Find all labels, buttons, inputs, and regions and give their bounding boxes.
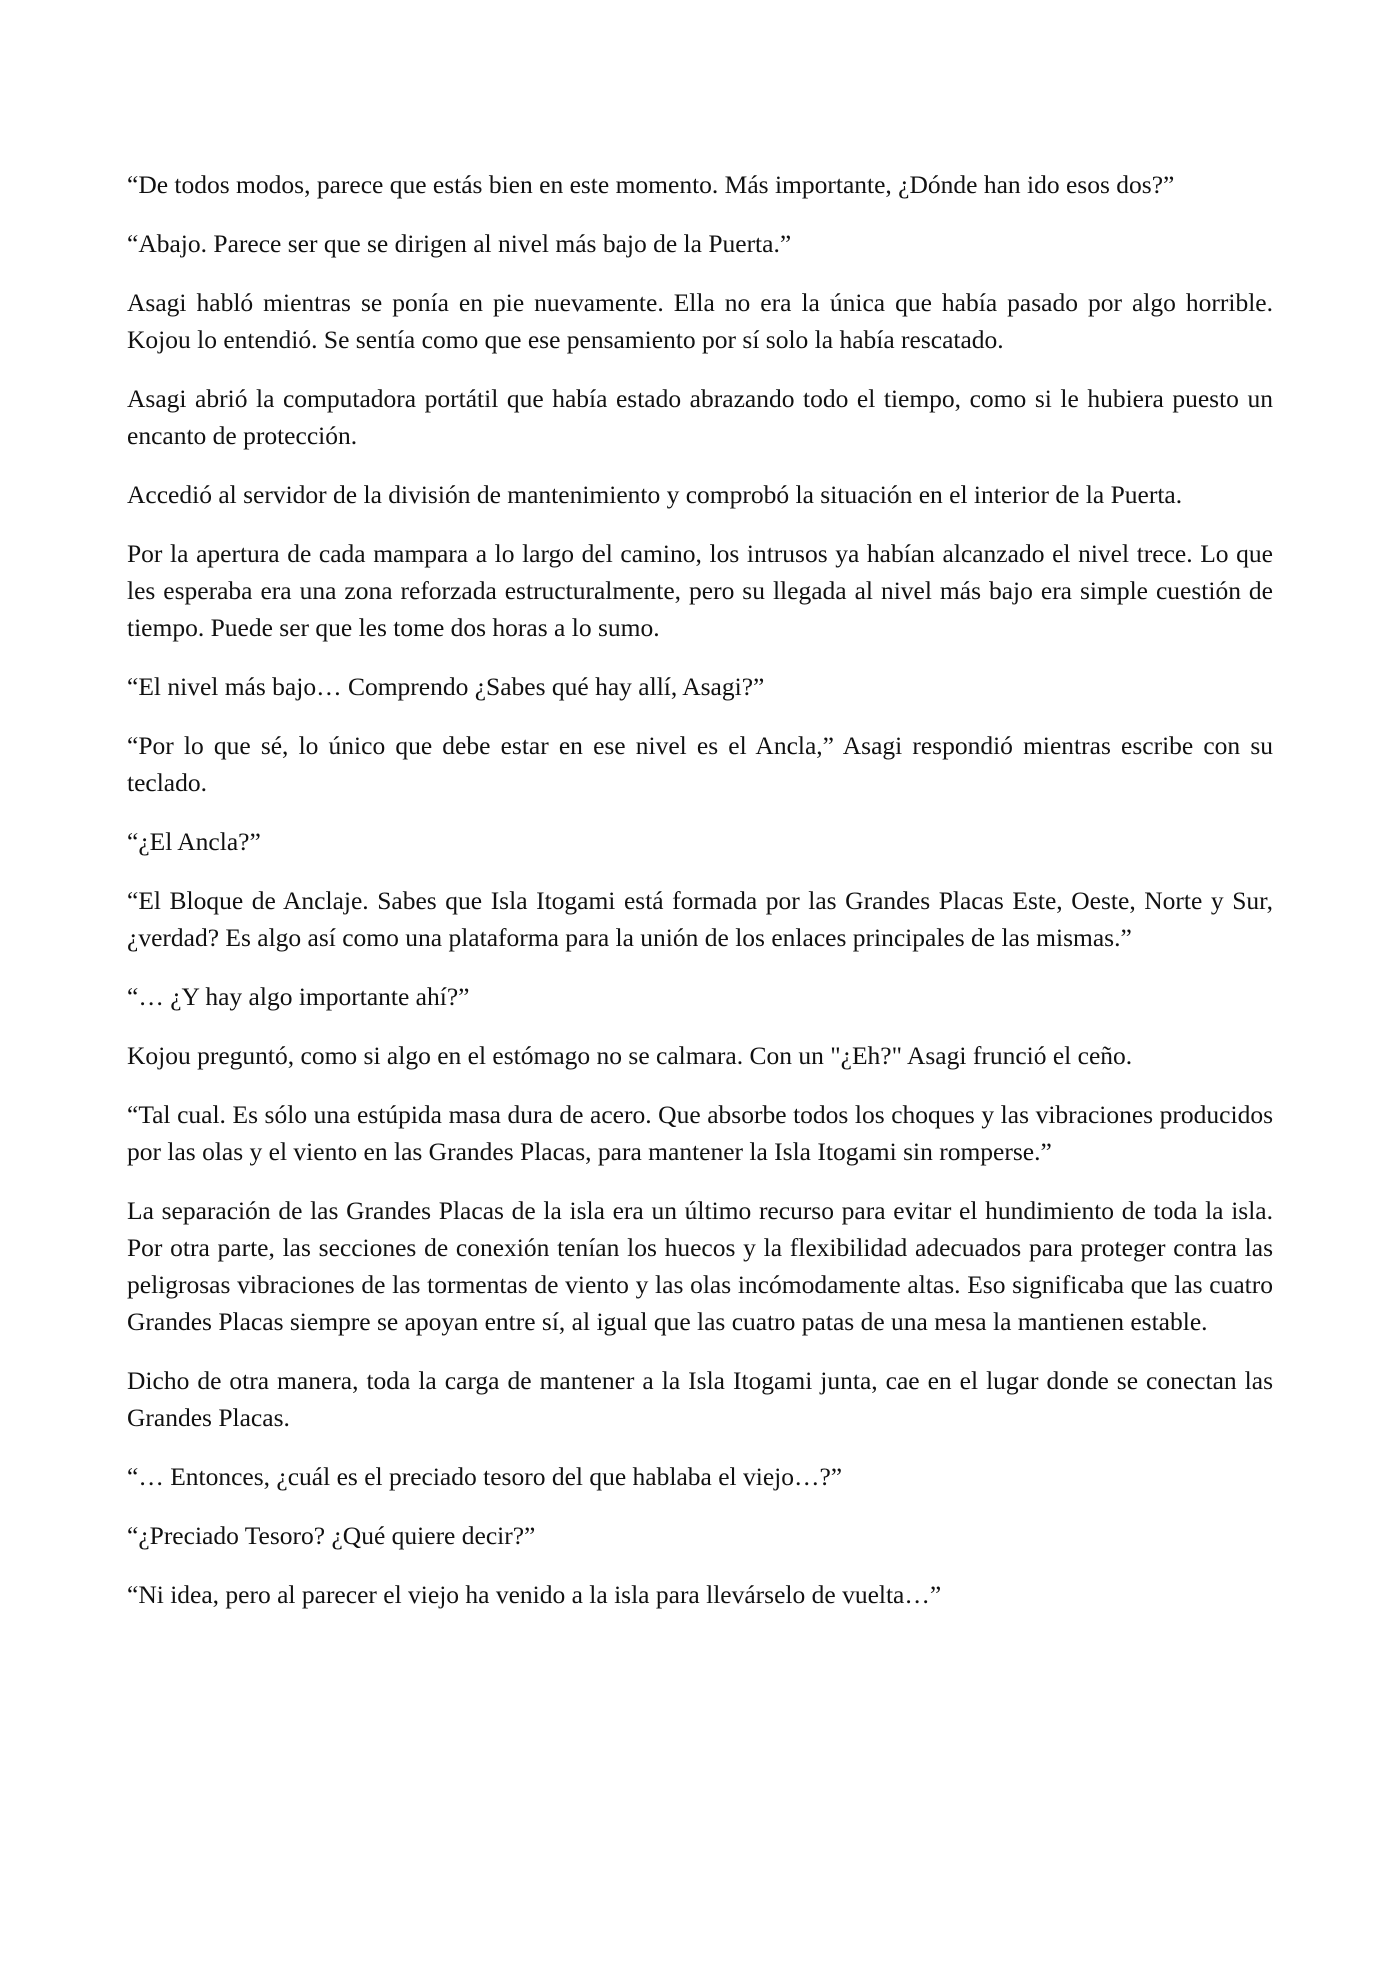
paragraph: “Tal cual. Es sólo una estúpida masa dura de acero. Que absorbe todos los choques y las vibraciones producidos por las olas y el viento en las Grandes Placas, para mantener la Isla Itogami sin romperse.”: [127, 1100, 1273, 1166]
paragraph: La separación de las Grandes Placas de la isla era un último recurso para evitar el hundimiento de toda la isla. Por otra parte, las secciones de conexión tenían los huecos y la flexibilidad adecuados para proteger contra las peligrosas vibraciones de las tormentas de viento y las olas incómodamente altas. Eso significaba que las cuatro Grandes Placas siempre se apoyan entre sí, al igual que las cuatro patas de una mesa la mantienen estable.: [127, 1196, 1273, 1336]
paragraph: Accedió al servidor de la división de mantenimiento y comprobó la situación en el interior de la Puerta.: [127, 480, 1183, 509]
paragraph: Kojou preguntó, como si algo en el estómago no se calmara. Con un "¿Eh?" Asagi frunció el ceño.: [127, 1041, 1133, 1070]
paragraph: “Abajo. Parece ser que se dirigen al nivel más bajo de la Puerta.”: [127, 229, 792, 258]
paragraph: Por la apertura de cada mampara a lo largo del camino, los intrusos ya habían alcanzado el nivel trece. Lo que les esperaba era una zona reforzada estructuralmente, pero su llegada al nivel más bajo era simple cuestión de tiempo. Puede ser que les tome dos horas a lo sumo.: [127, 539, 1273, 642]
paragraph: “El Bloque de Anclaje. Sabes que Isla Itogami está formada por las Grandes Placas Este, Oeste, Norte y Sur, ¿verdad? Es algo así como una plataforma para la unión de los enlaces principales de las mismas.”: [127, 886, 1273, 952]
paragraph: Asagi habló mientras se ponía en pie nuevamente. Ella no era la única que había pasado por algo horrible. Kojou lo entendió. Se sentía como que ese pensamiento por sí solo la había rescatado.: [127, 288, 1273, 354]
paragraph: “¿El Ancla?”: [127, 827, 261, 856]
paragraph: “El nivel más bajo… Comprendo ¿Sabes qué hay allí, Asagi?”: [127, 672, 765, 701]
paragraph: “Por lo que sé, lo único que debe estar en ese nivel es el Ancla,” Asagi respondió mientras escribe con su teclado.: [127, 731, 1273, 797]
paragraph: Dicho de otra manera, toda la carga de mantener a la Isla Itogami junta, cae en el lugar donde se conectan las Grandes Placas.: [127, 1366, 1273, 1432]
paragraph: “De todos modos, parece que estás bien en este momento. Más importante, ¿Dónde han ido esos dos?”: [127, 170, 1175, 199]
paragraph: “… ¿Y hay algo importante ahí?”: [127, 982, 470, 1011]
paragraph: Asagi abrió la computadora portátil que había estado abrazando todo el tiempo, como si le hubiera puesto un encanto de protección.: [127, 384, 1273, 450]
paragraph: “¿Preciado Tesoro? ¿Qué quiere decir?”: [127, 1521, 536, 1550]
paragraph: “… Entonces, ¿cuál es el preciado tesoro del que hablaba el viejo…?”: [127, 1462, 843, 1491]
body-text: [127, 166, 1273, 1613]
paragraph: “Ni idea, pero al parecer el viejo ha venido a la isla para llevárselo de vuelta…”: [127, 1580, 942, 1609]
